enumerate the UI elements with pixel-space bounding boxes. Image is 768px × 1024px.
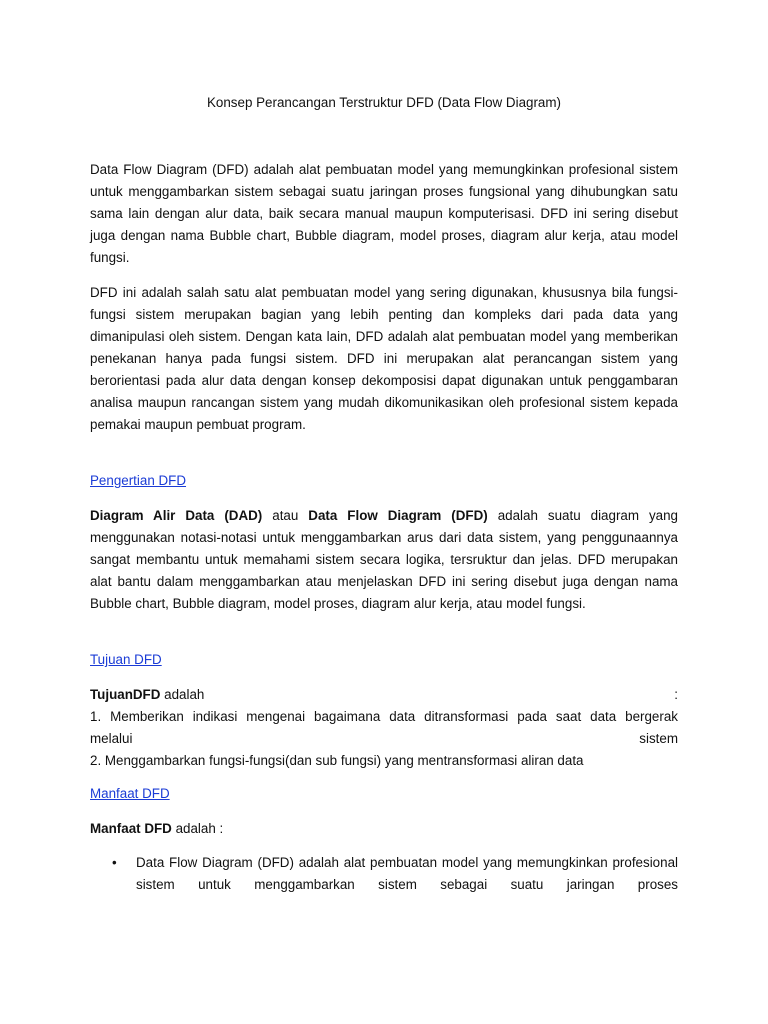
pengertian-bold-dad: Diagram Alir Data (DAD) (90, 508, 263, 523)
manfaat-label-rest: adalah : (171, 821, 224, 836)
intro-paragraph-1: Data Flow Diagram (DFD) adalah alat pembuatan model yang memungkinkan profesional sistem untuk menggambarkan sistem sebagai suatu jaringan proses fungsional yang dihubungkan satu sama lain dengan alur data, baik secara manual maupun komputerisasi. DFD ini sering disebut juga dengan nama Bubble chart, Bubble diagram, model proses, diagram alur kerja, atau model fungsi. (90, 162, 678, 265)
manfaat-label-bold: Manfaat DFD (90, 821, 172, 836)
tujuan-item-1-word-sistem: sistem (639, 731, 678, 746)
manfaat-bullet-text: Data Flow Diagram (DFD) adalah alat pembuatan model yang memungkinkan profesional sistem untuk menggambarkan sistem sebagai suatu jaringan proses (136, 855, 678, 892)
manfaat-dfd-link[interactable]: Manfaat DFD (90, 786, 170, 801)
tujuan-item-2: 2. Menggambarkan fungsi-fungsi(dan sub fungsi) yang mentransformasi aliran data (90, 753, 584, 768)
pengertian-text: adalah suatu diagram yang menggunakan notasi-notasi untuk menggambarkan arus dari data sistem, yang penggunaannya sangat membantu untuk memahami sistem secara logika, tersruktur dan jelas. DFD merupakan alat bantu dalam menggambarkan atau menjelaskan DFD ini sering disebut juga dengan nama Bubble chart, Bubble diagram, model proses, diagram alur kerja, atau model fungsi. (90, 508, 679, 611)
manfaat-bullet-item (90, 852, 678, 896)
tujuan-dfd-link[interactable]: Tujuan DFD (90, 652, 162, 667)
pengertian-connector: atau (262, 508, 309, 523)
tujuan-label-line (90, 684, 678, 706)
tujuan-item-1 (90, 706, 678, 750)
pengertian-paragraph (90, 505, 678, 615)
pengertian-bold-dfd: Data Flow Diagram (DFD) (308, 508, 488, 523)
tujuan-label-bold: TujuanDFD (90, 687, 161, 702)
tujuan-item-1-word-melalui: melalui (90, 731, 133, 746)
manfaat-label-line (90, 818, 678, 840)
pengertian-dfd-link[interactable]: Pengertian DFD (90, 473, 187, 488)
tujuan-label-rest: adalah (160, 687, 205, 702)
intro-paragraph-2: DFD ini adalah salah satu alat pembuatan model yang sering digunakan, khususnya bila fungsi-fungsi sistem merupakan bagian yang lebih penting dan kompleks dari pada data yang dimanipulasi oleh sistem. Dengan kata lain, DFD adalah alat pembuatan model yang memberikan penekanan hanya pada fungsi sistem. DFD ini merupakan alat perancangan sistem yang berorientasi pada alur data dengan konsep dekomposisi dapat digunakan untuk penggambaran analisa maupun rancangan sistem yang mudah dikomunikasikan oleh profesional sistem kepada pemakai maupun pembuat program. (90, 285, 678, 432)
document-title: Konsep Perancangan Terstruktur DFD (Data Flow Diagram) (206, 95, 561, 110)
tujuan-item-1-line-1: 1. Memberikan indikasi mengenai bagaimana data ditransformasi pada saat data bergerak (90, 709, 678, 724)
bullet-dot-icon: • (112, 855, 117, 870)
tujuan-colon: : (674, 687, 678, 702)
